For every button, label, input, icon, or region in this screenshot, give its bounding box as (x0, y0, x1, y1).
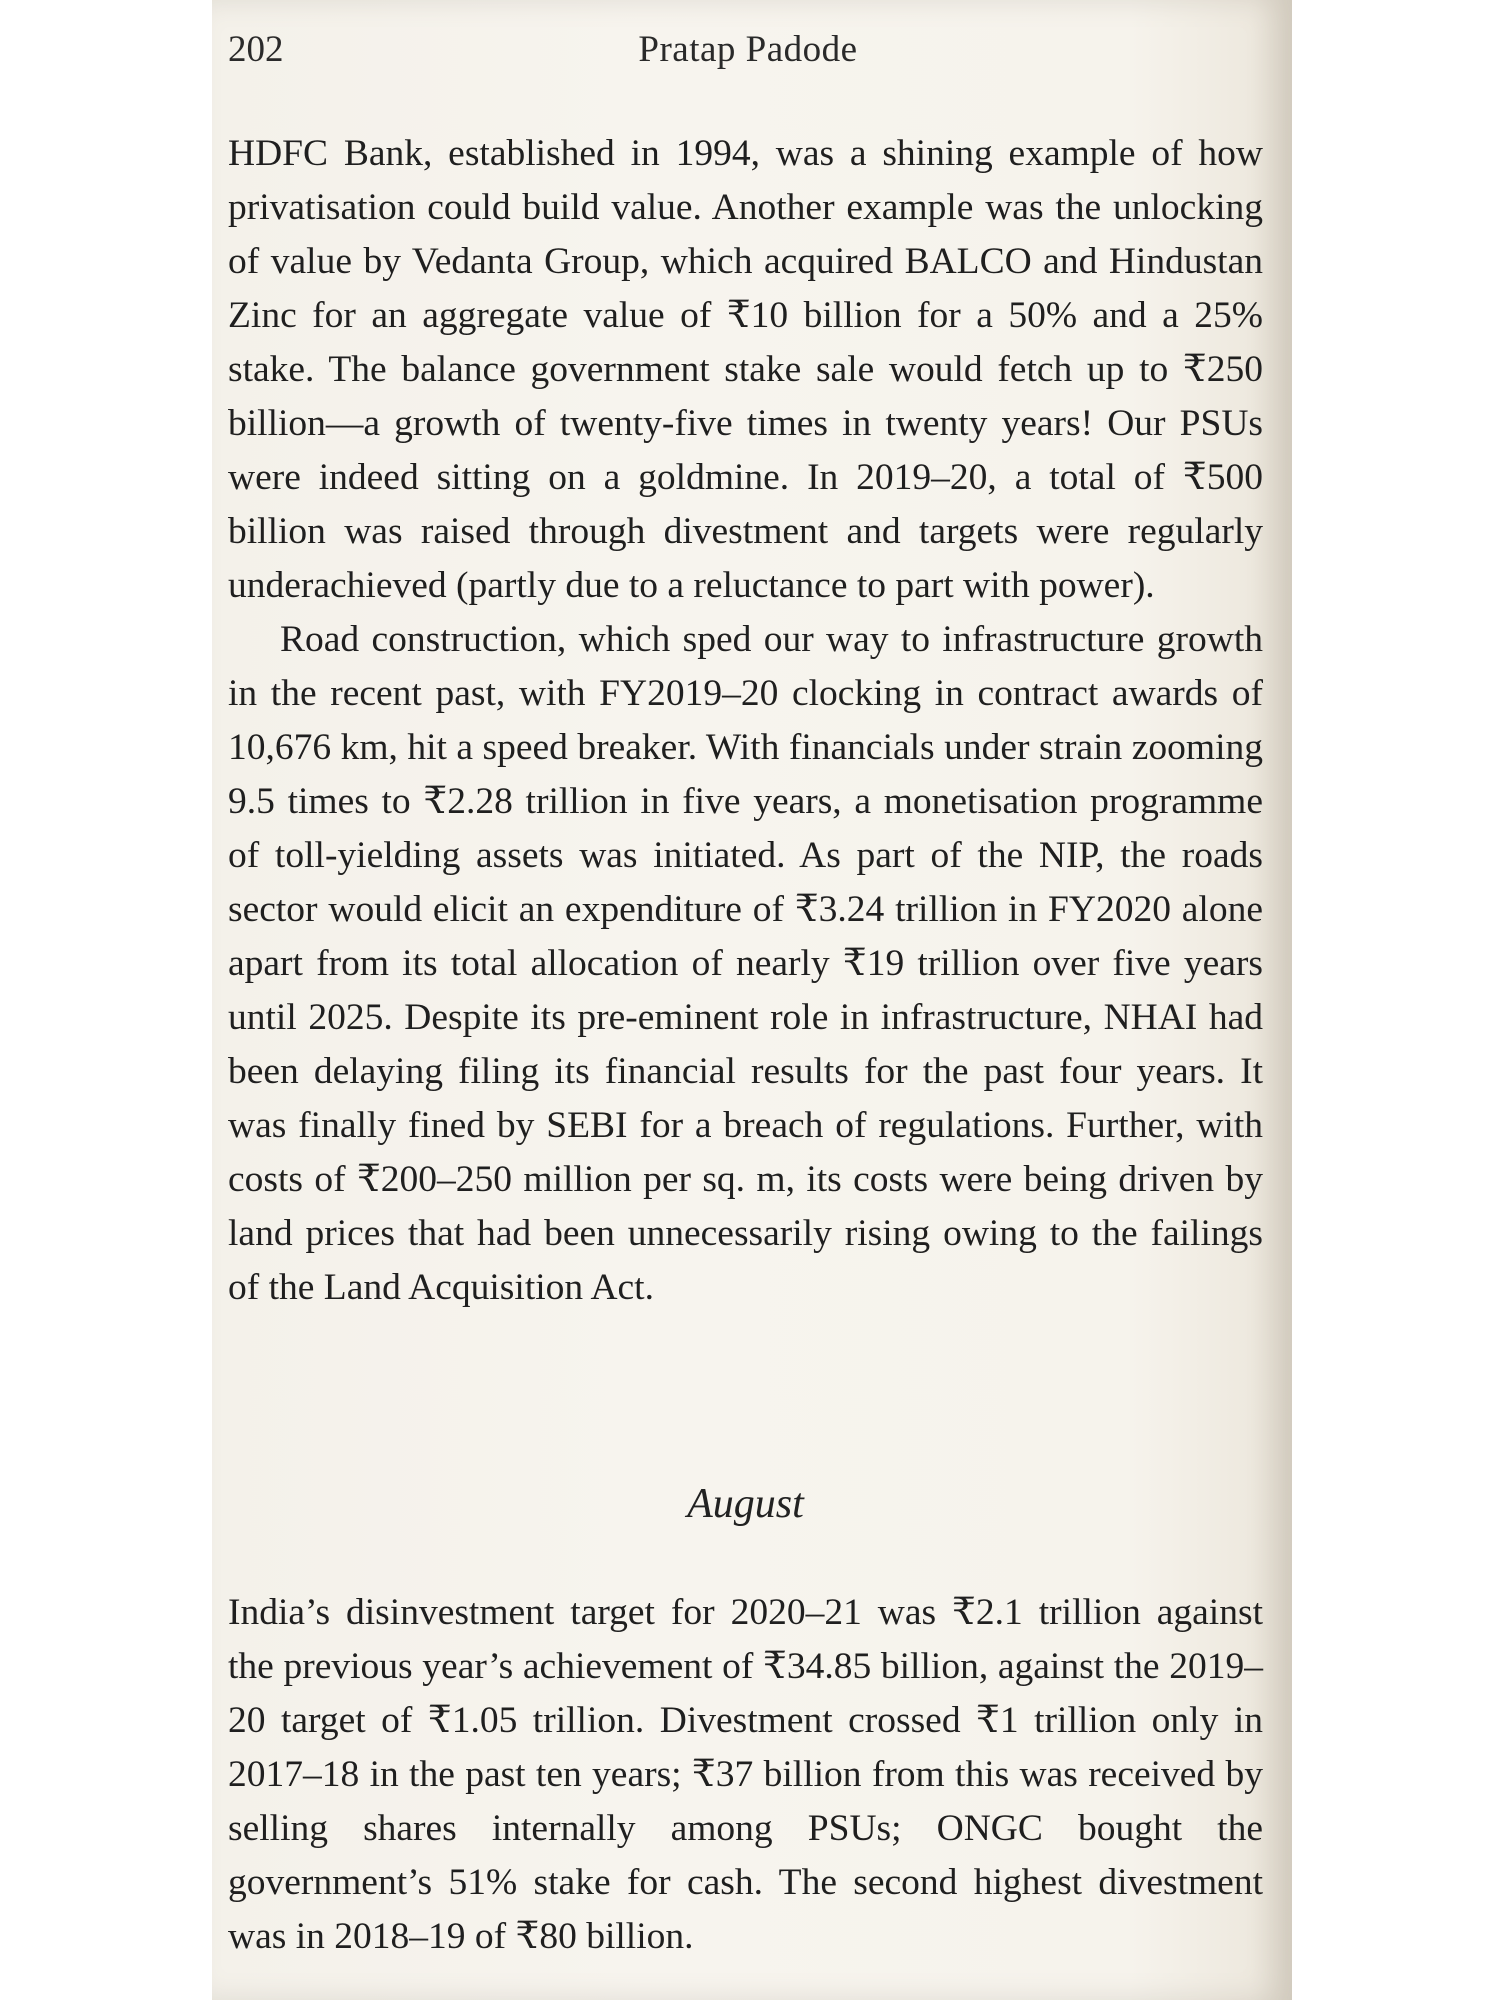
paragraph-disinvestment-target: India’s disinvestment target for 2020–21 was ₹2.1 trillion against the previous year’s achievement of ₹34.85 billion, against the 2019–20 target of ₹1.05 trillion. Divestment crossed ₹1 trillion only in 2017–18 in the past ten years; ₹37 billion from this was received by selling shares internally among PSUs; ONGC bought the government’s 51% stake for cash. The second highest divestment was in 2018–19 of ₹80 billion. (228, 1592, 1263, 1957)
body-text-before-section (228, 127, 1263, 1315)
paragraph-road-construction: Road construction, which sped our way to infrastructure growth in the recent past, with FY2019–20 clocking in contract awards of 10,676 km, hit a speed breaker. With financials under strain zooming 9.5 times to ₹2.28 trillion in five years, a monetisation programme of toll-yielding assets was initiated. As part of the NIP, the roads sector would elicit an expenditure of ₹3.24 trillion in FY2020 alone apart from its total allocation of nearly ₹19 trillion over five years until 2025. Despite its pre-eminent role in infrastructure, NHAI had been delaying filing its financial results for the past four years. It was finally fined by SEBI for a breach of regulations. Further, with costs of ₹200–250 million per sq. m, its costs were being driven by land prices that had been unnecessarily rising owing to the failings of the Land Acquisition Act. (228, 619, 1263, 1308)
section-heading-august: August (687, 1481, 804, 1527)
running-head-author: Pratap Padode (638, 29, 858, 70)
page-number: 202 (228, 29, 284, 70)
paragraph-hdfc-privatisation: HDFC Bank, established in 1994, was a shining example of how privatisation could build value. Another example was the unlocking of value by Vedanta Group, which acquired BALCO and Hindustan Zinc for an aggregate value of ₹10 billion for a 50% and a 25% stake. The balance government stake sale would fetch up to ₹250 billion—a growth of twenty-five times in twenty years! Our PSUs were indeed sitting on a goldmine. In 2019–20, a total of ₹500 billion was raised through divestment and targets were regularly underachieved (partly due to a reluctance to part with power). (228, 133, 1263, 606)
running-header (228, 28, 1268, 74)
body-text-after-section (228, 1586, 1263, 1964)
